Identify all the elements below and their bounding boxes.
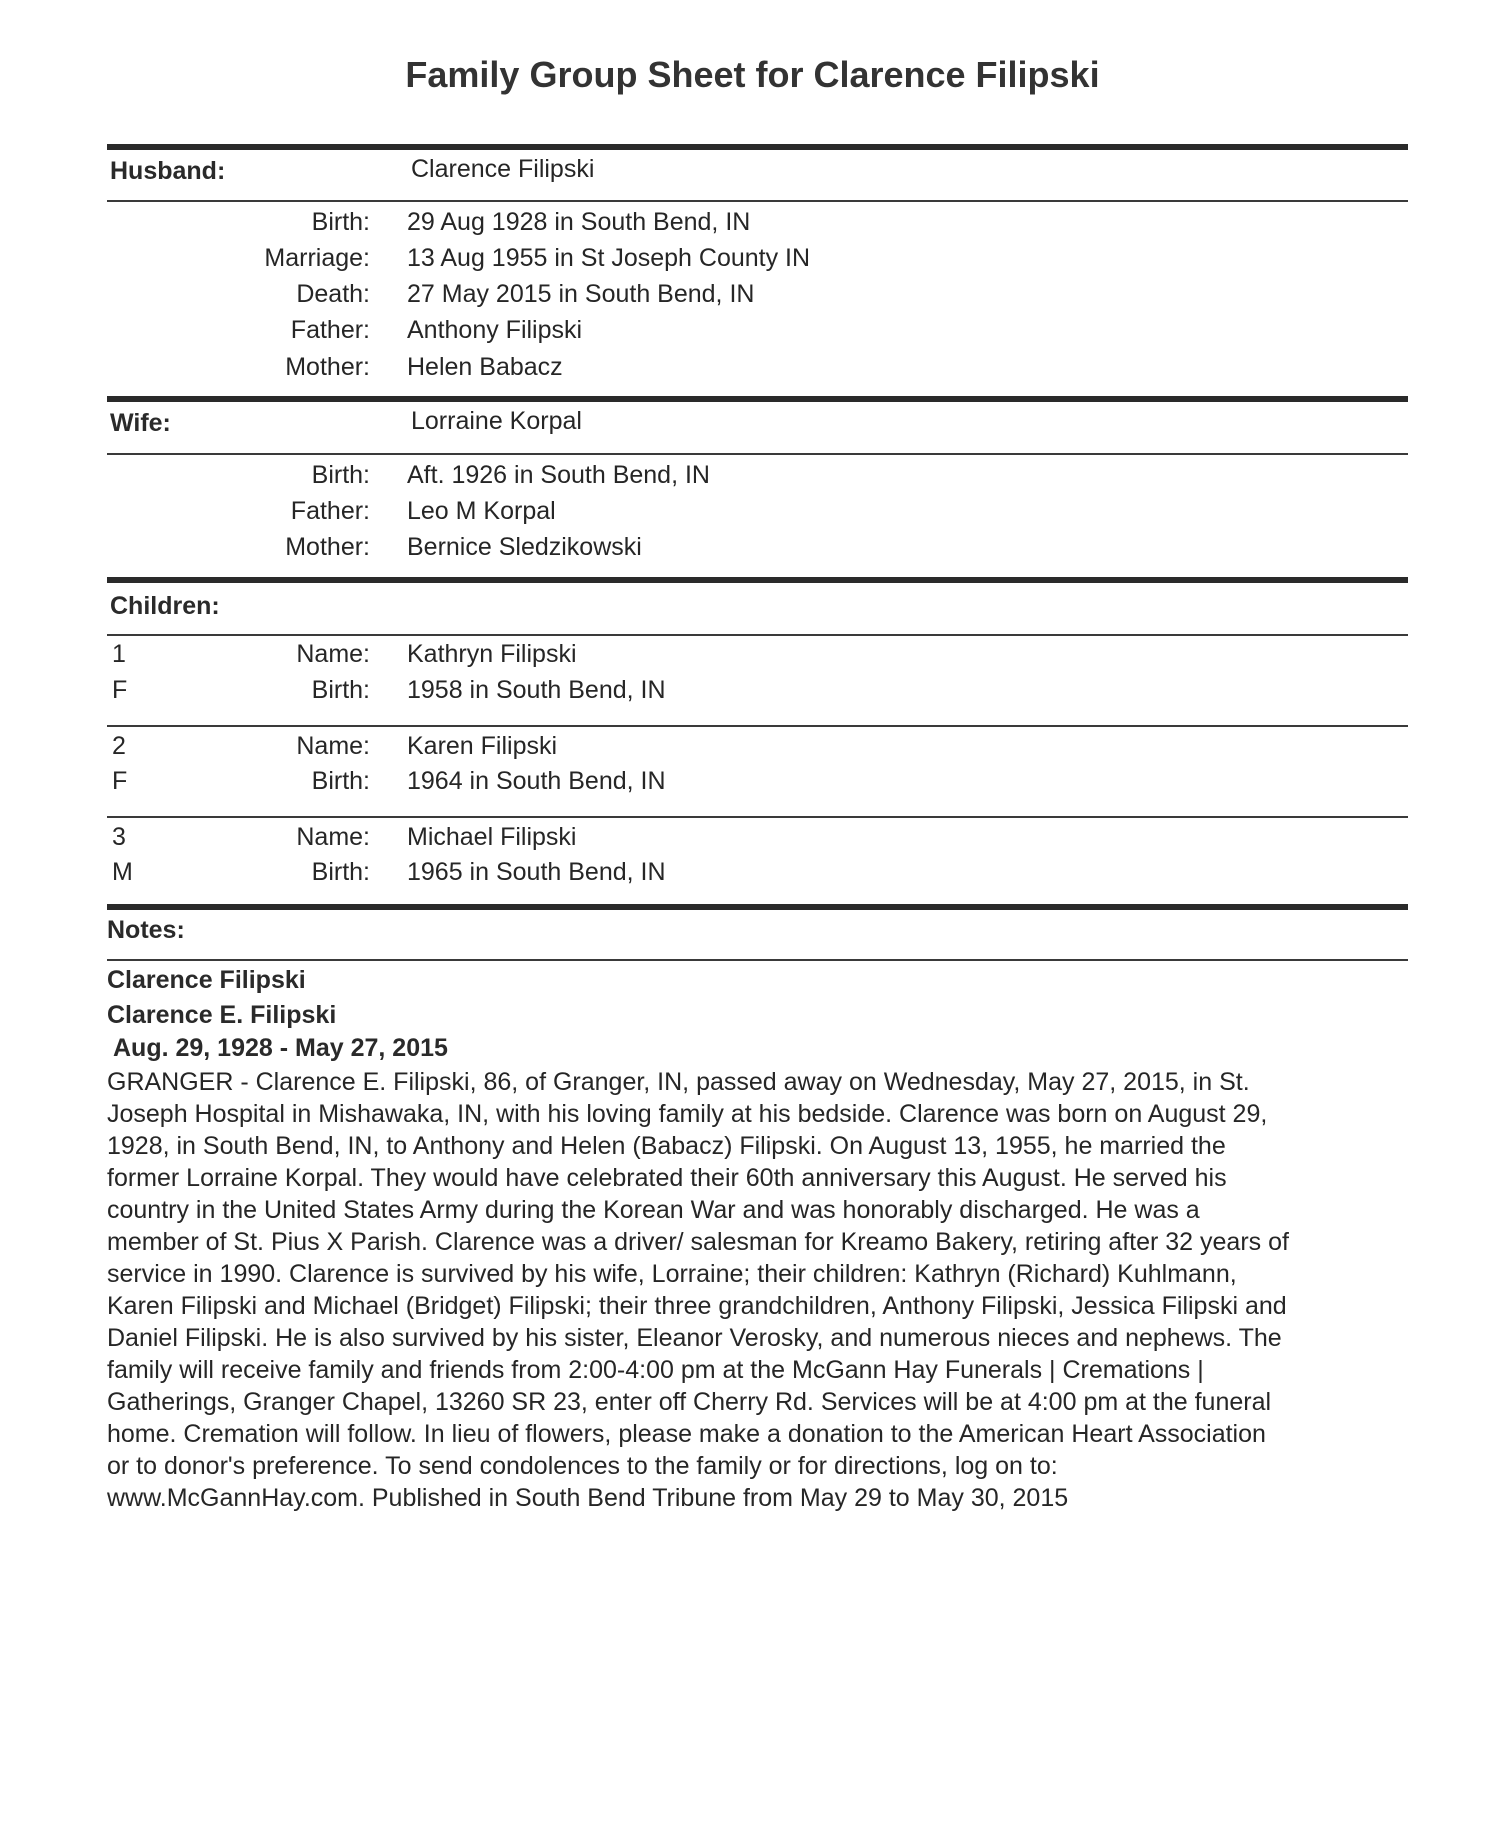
child-name-row [0,732,1505,768]
child-birth: 1964 in South Bend, IN [407,767,666,795]
wife-birth-row [0,461,1505,497]
fact-label: Father: [290,497,370,525]
obituary-paragraph: GRANGER - Clarence E. Filipski, 86, of Granger, IN, passed away on Wednesday, May 27, 2015, in St. Joseph Hospital in Mishawaka, IN, with his loving family at his bedside. Clarence was born on August 29, 1928, in South Bend, IN, to Anthony and Helen (Babacz) Filipski. On August 13, 1955, he married the former Lorraine Korpal. They would have celebrated their 60th anniversary this August. He served his country in the United States Army during the Korean War and was honorably discharged. He was a member of St. Pius X Parish. Clarence was a driver/ salesman for Kreamo Bakery, retiring after 32 years of service in 1990. Clarence is survived by his wife, Lorraine; their children: Kathryn (Richard) Kuhlmann, Karen Filipski and Michael (Bridget) Filipski; their three grandchildren, Anthony Filipski, Jessica Filipski and Daniel Filipski. He is also survived by his sister, Eleanor Verosky, and numerous nieces and nephews. The family will receive family and friends from 2:00-4:00 pm at the McGann Hay Funerals | Cremations | Gatherings, Granger Chapel, 13260 SR 23, enter off Cherry Rd. Services will be at 4:00 pm at the funeral home. Cremation will follow. In lieu of flowers, please make a donation to the American Heart Association or to donor's preference. To send condolences to the family or for directions, log on to: www.McGannHay.com. Published in South Bend Tribune from May 29 to May 30, 2015 [107,1068,1289,1512]
fact-label: Mother: [285,533,370,561]
fact-value: Anthony Filipski [407,316,583,344]
section-rule [107,959,1408,961]
fact-label: Birth: [311,208,370,236]
husband-death-row [0,280,1505,316]
fact-label: Name: [296,732,370,760]
child-name-row [0,823,1505,859]
husband-name: Clarence Filipski [411,155,595,183]
section-divider [107,904,1408,910]
child-number: 2 [112,732,126,760]
fact-label: Mother: [285,353,370,381]
fact-value: 27 May 2015 in South Bend, IN [407,280,755,308]
notes-heading: Clarence Filipski [107,966,306,994]
fact-label: Name: [296,823,370,851]
fact-label: Birth: [311,461,370,489]
husband-mother-row [0,353,1505,389]
child-birth-row [0,767,1505,803]
child-birth: 1965 in South Bend, IN [407,858,666,886]
child-name-row [0,640,1505,676]
fact-value: Aft. 1926 in South Bend, IN [407,461,710,489]
page-title: Family Group Sheet for Clarence Filipski [405,54,1100,95]
section-divider [107,396,1408,402]
child-name: Michael Filipski [407,823,577,851]
husband-label: Husband: [110,157,226,185]
section-divider [107,144,1408,150]
section-divider [107,577,1408,583]
fact-label: Birth: [311,767,370,795]
children-label: Children: [110,592,220,620]
child-name: Karen Filipski [407,732,558,760]
child-name: Kathryn Filipski [407,640,577,668]
child-birth: 1958 in South Bend, IN [407,676,666,704]
section-rule [107,634,1408,636]
section-rule [107,453,1408,455]
husband-marriage-row [0,244,1505,280]
fact-label: Marriage: [264,244,370,272]
fact-label: Birth: [311,858,370,886]
child-sex: F [112,767,128,795]
fact-value: Helen Babacz [407,353,563,381]
child-number: 1 [112,640,126,668]
notes-heading: Clarence E. Filipski [107,1001,337,1029]
child-birth-row [0,676,1505,712]
wife-label: Wife: [110,409,171,437]
child-sex: M [112,858,133,886]
wife-father-row [0,497,1505,533]
wife-name: Lorraine Korpal [411,407,582,435]
husband-father-row [0,316,1505,352]
child-sex: F [112,676,128,704]
child-rule [107,816,1408,818]
fact-value: Bernice Sledzikowski [407,533,642,561]
fact-value: Leo M Korpal [407,497,556,525]
fact-value: 13 Aug 1955 in St Joseph County IN [407,244,811,272]
notes-label: Notes: [107,916,185,944]
notes-dates: Aug. 29, 1928 - May 27, 2015 [113,1034,448,1062]
fact-label: Father: [290,316,370,344]
child-rule [107,725,1408,727]
child-birth-row [0,858,1505,894]
fact-value: 29 Aug 1928 in South Bend, IN [407,208,751,236]
fact-label: Birth: [311,676,370,704]
wife-mother-row [0,533,1505,569]
child-number: 3 [112,823,126,851]
obituary-text [107,1066,1407,1514]
fact-label: Name: [296,640,370,668]
husband-birth-row [0,208,1505,244]
section-rule [107,200,1408,202]
fact-label: Death: [296,280,370,308]
